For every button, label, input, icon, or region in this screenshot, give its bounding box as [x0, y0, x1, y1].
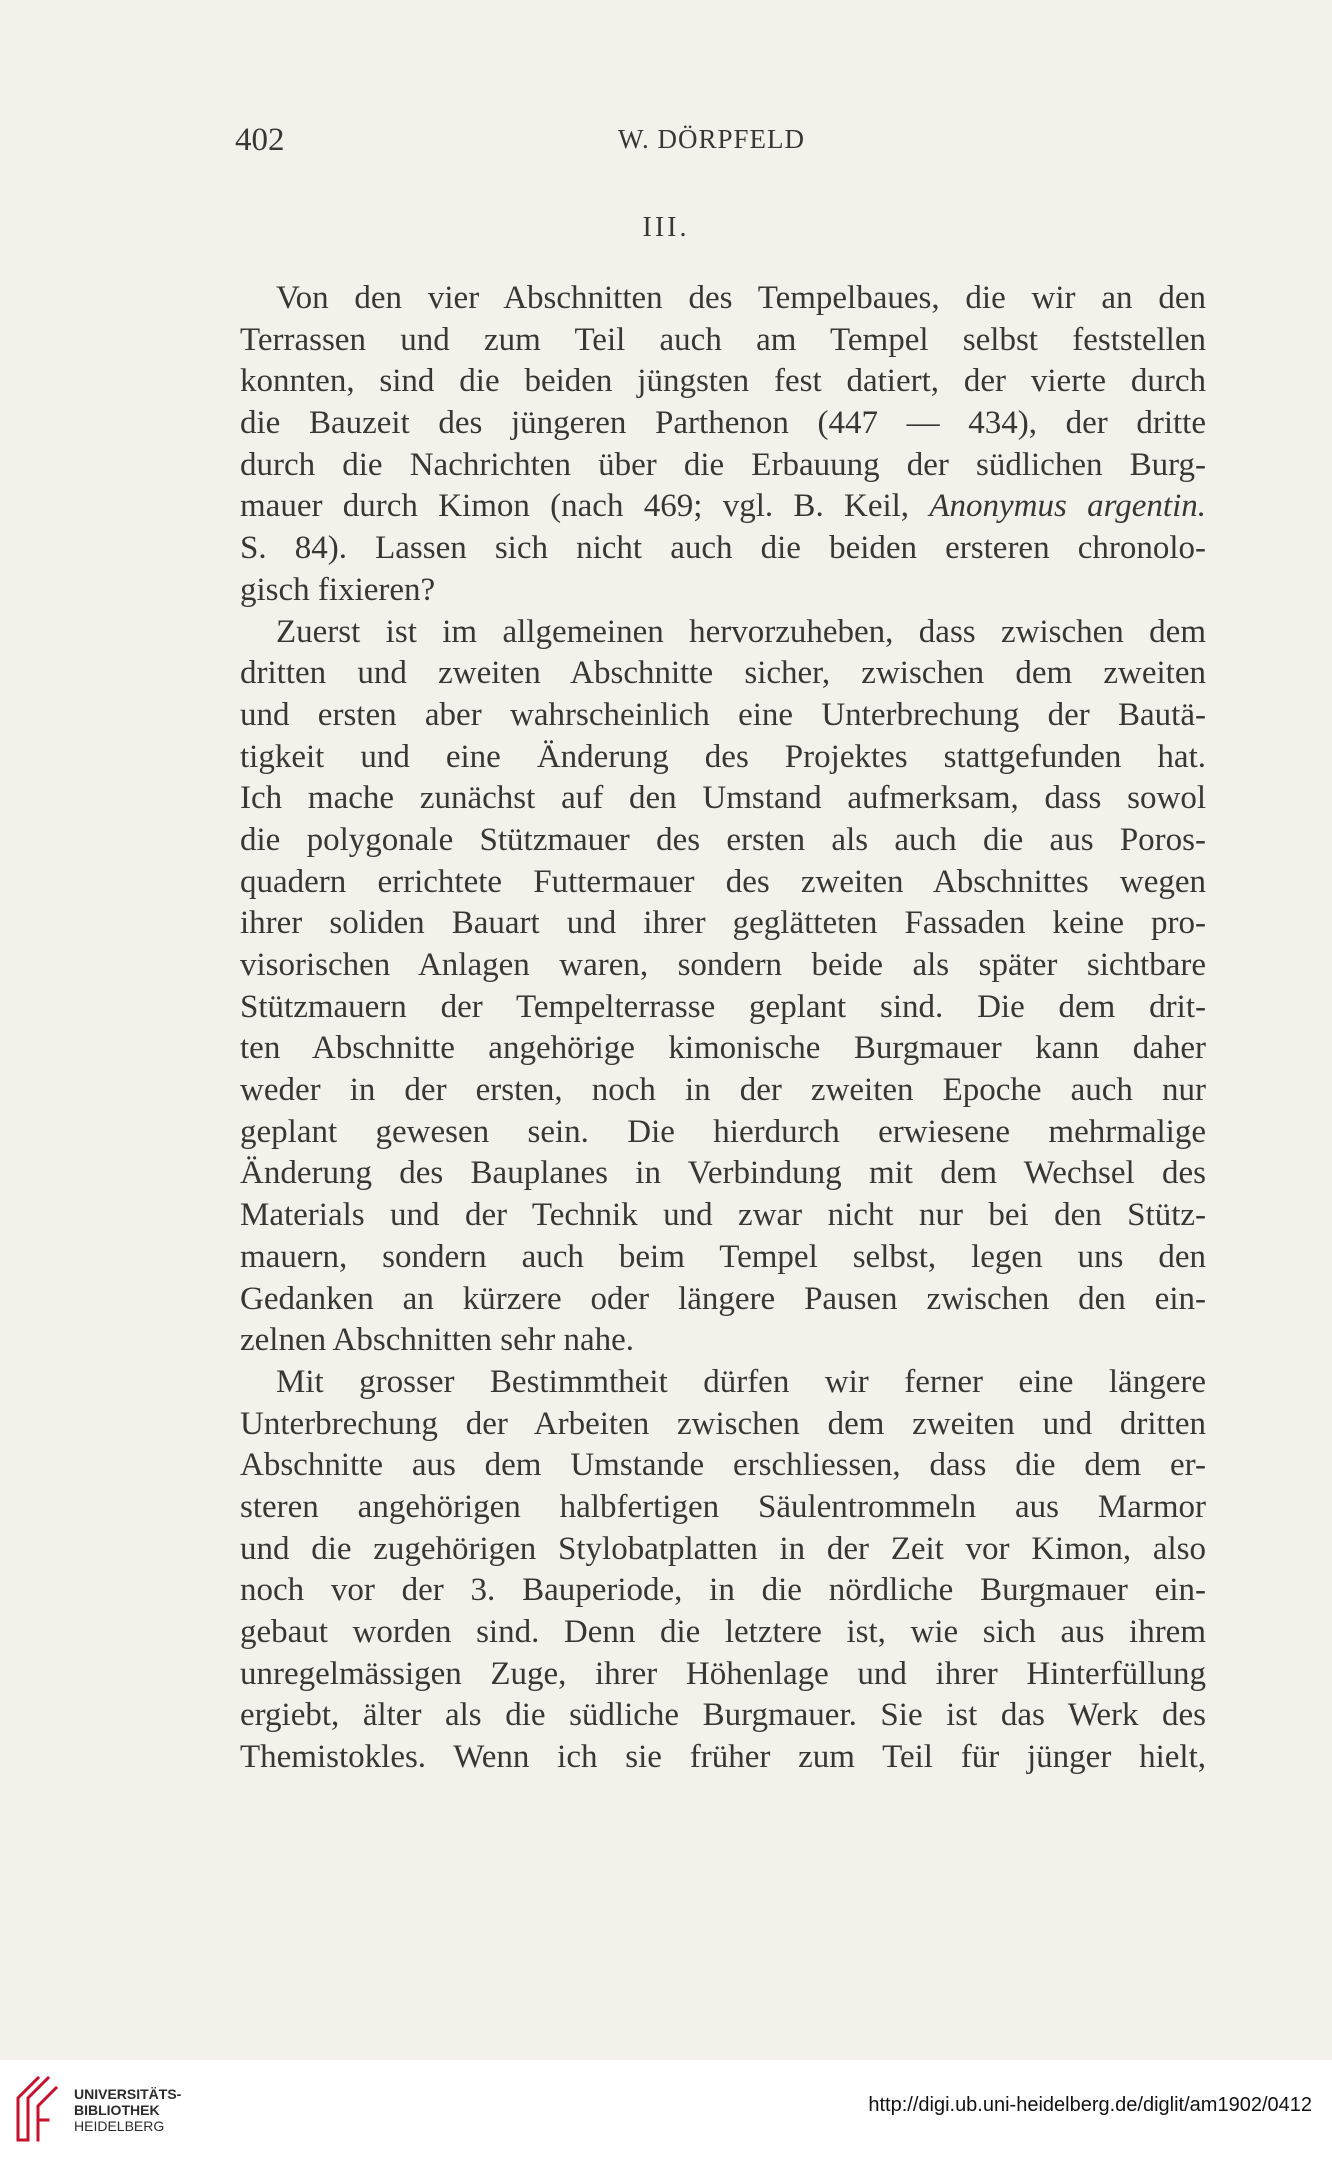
text-line: die polygonale Stützmauer des ersten als auch die aus Poros- [240, 821, 1206, 858]
library-name-line1: UNIVERSITÄTS- [74, 2086, 182, 2102]
text-line: gisch fixieren? [240, 571, 436, 608]
viewer-footer [0, 2060, 1332, 2158]
text-line: zelnen Abschnitten sehr nahe. [240, 1322, 635, 1359]
text-line: ergiebt, älter als die südliche Burgmauer. Sie ist das Werk des [240, 1697, 1206, 1734]
text-line: S. 84). Lassen sich nicht auch die beiden ersteren chronolo- [240, 530, 1206, 567]
text-line: dritten und zweiten Abschnitte sicher, zwischen dem zweiten [240, 655, 1206, 692]
text-line: und die zugehörigen Stylobatplatten in der Zeit vor Kimon, also [240, 1530, 1206, 1567]
text-line: Stützmauern der Tempelterrasse geplant sind. Die dem drit- [240, 988, 1206, 1025]
text-line: Mit grosser Bestimmtheit dürfen wir ferner eine längere [276, 1363, 1206, 1400]
text-line: die Bauzeit des jüngeren Parthenon (447 — 434), der dritte [240, 405, 1206, 442]
text-line: visorischen Anlagen waren, sondern beide als später sichtbare [240, 947, 1206, 983]
running-title: W. DÖRPFELD [618, 124, 806, 154]
text-line: und ersten aber wahrscheinlich eine Unterbrechung der Bautä- [240, 696, 1206, 733]
text-line: noch vor der 3. Bauperiode, in die nördliche Burgmauer ein- [240, 1572, 1206, 1609]
text-line-with-italic: mauer durch Kimon (nach 469; vgl. B. Keil, Anonymus argentin. [240, 488, 1206, 525]
text-line: tigkeit und eine Änderung des Projektes stattgefunden hat. [240, 738, 1206, 775]
text-line: durch die Nachrichten über die Erbauung der südlichen Burg- [240, 446, 1206, 483]
text-line: Themistokles. Wenn ich sie früher zum Teil für jünger hielt, [240, 1739, 1206, 1776]
text-line: gebaut worden sind. Denn die letztere ist, wie sich aus ihrem [240, 1614, 1206, 1650]
text-line: Materials und der Technik und zwar nicht nur bei den Stütz- [240, 1197, 1206, 1234]
text-line: Abschnitte aus dem Umstande erschliessen, dass die dem er- [240, 1447, 1206, 1484]
text-line: Von den vier Abschnitten des Tempelbaues, die wir an den [276, 280, 1206, 316]
text-line: Ich mache zunächst auf den Umstand aufmerksam, dass sowol [240, 780, 1206, 817]
library-name-line3: HEIDELBERG [74, 2118, 165, 2134]
running-head [0, 118, 1332, 158]
text-line: ihrer soliden Bauart und ihrer geglätteten Fassaden keine pro- [240, 905, 1206, 942]
body-text [240, 278, 1206, 1779]
section-heading: III. [642, 212, 690, 243]
text-line: Zuerst ist im allgemeinen hervorzuheben, dass zwischen dem [276, 613, 1206, 650]
text-line: quadern errichtete Futtermauer des zweiten Abschnittes wegen [240, 863, 1206, 900]
text-line: unregelmässigen Zuge, ihrer Höhenlage und ihrer Hinterfüllung [240, 1655, 1206, 1692]
source-url-link[interactable]: http://digi.ub.uni-heidelberg.de/diglit/am1902/0412 [868, 2094, 1312, 2116]
text-line: steren angehörigen halbfertigen Säulentrommeln aus Marmor [240, 1488, 1206, 1525]
text-line: Unterbrechung der Arbeiten zwischen dem zweiten und dritten [240, 1405, 1206, 1442]
text-line: geplant gewesen sein. Die hierdurch erwiesene mehrmalige [240, 1113, 1206, 1150]
text-line: Gedanken an kürzere oder längere Pausen zwischen den ein- [240, 1280, 1206, 1317]
page-number: 402 [235, 122, 285, 158]
text-line: weder in der ersten, noch in der zweiten Epoche auch nur [240, 1072, 1206, 1109]
library-name-line2: BIBLIOTHEK [74, 2102, 160, 2118]
text-line: Änderung des Bauplanes in Verbindung mit dem Wechsel des [240, 1155, 1206, 1192]
text-line: Terrassen und zum Teil auch am Tempel selbst feststellen [240, 321, 1206, 358]
library-name [74, 2086, 181, 2134]
text-line: mauern, sondern auch beim Tempel selbst, legen uns den [240, 1238, 1206, 1275]
text-line: ten Abschnitte angehörige kimonische Burgmauer kann daher [240, 1030, 1206, 1067]
heidelberg-library-logo-icon [14, 2074, 60, 2144]
text-line: konnten, sind die beiden jüngsten fest datiert, der vierte durch [240, 363, 1206, 400]
